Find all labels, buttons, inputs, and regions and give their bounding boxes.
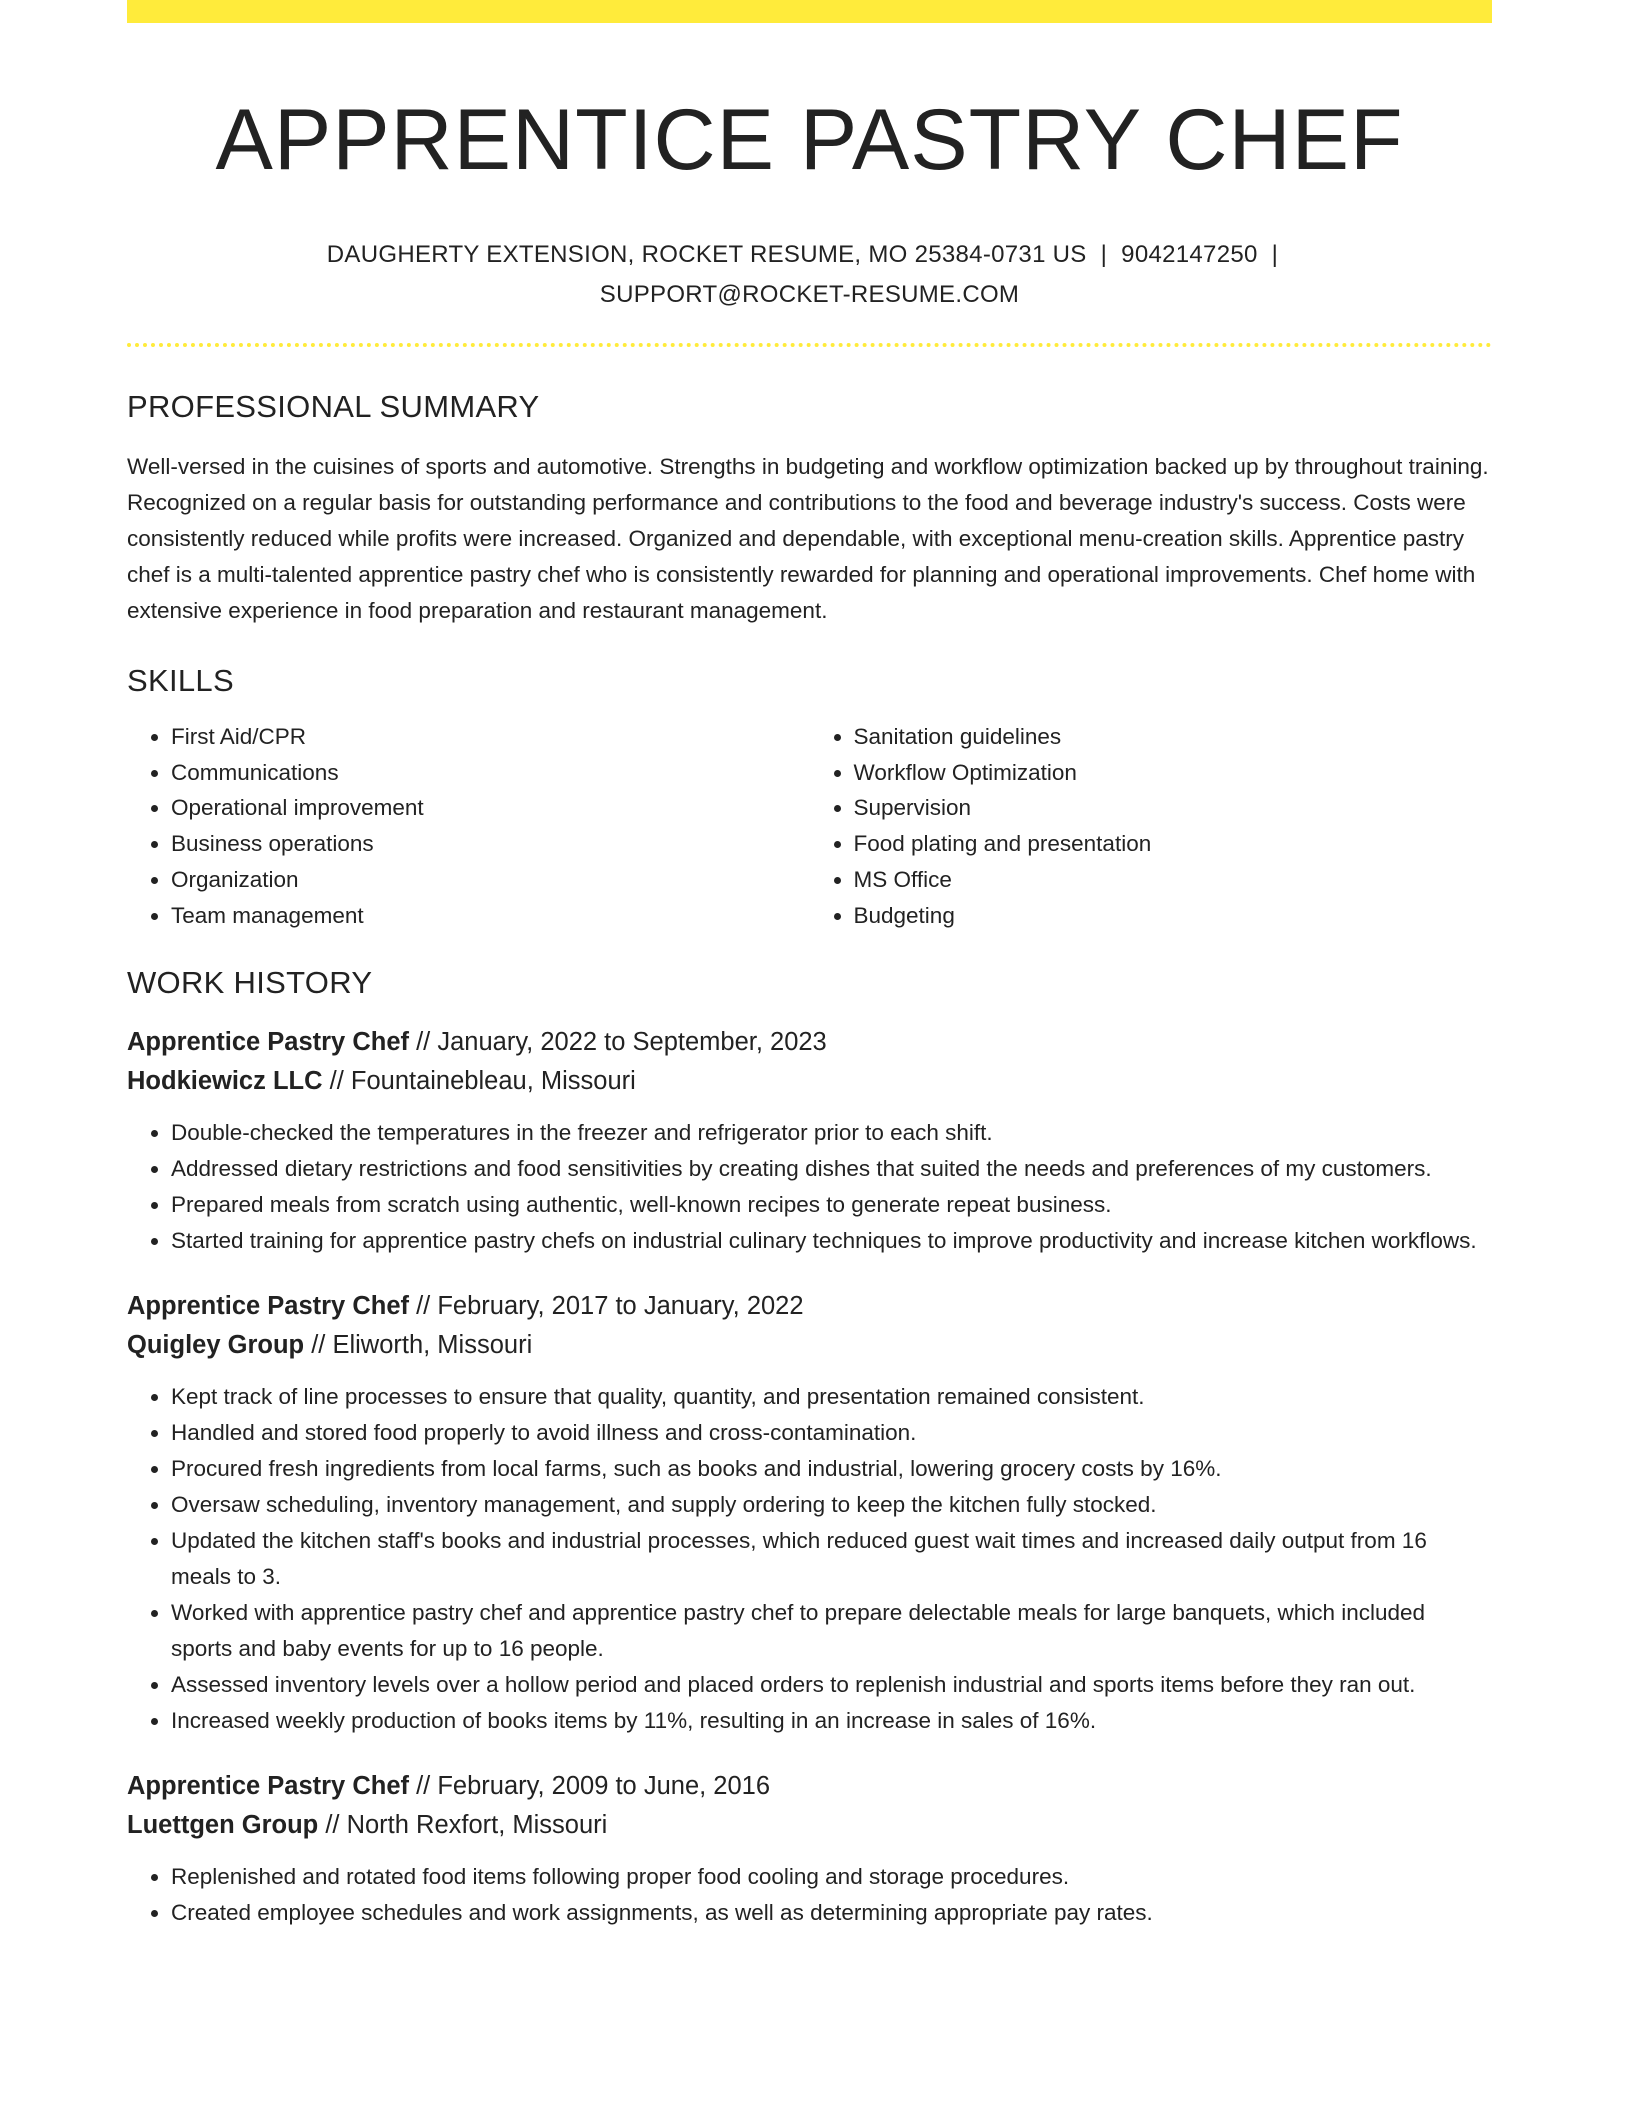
skill-item: • Budgeting: [854, 898, 1493, 934]
job-location: // Fountainebleau, Missouri: [329, 1067, 636, 1096]
skills-column-right: [810, 719, 1493, 933]
job-title-line: [127, 1023, 1492, 1062]
job-dates: // February, 2017 to January, 2022: [416, 1292, 804, 1321]
duty-item: • Started training for apprentice pastry chefs on industrial culinary techniques to improve productivity and increase kitchen workflows.: [171, 1223, 1492, 1259]
summary-heading: PROFESSIONAL SUMMARY: [127, 389, 540, 424]
skills-column-left: [127, 719, 810, 933]
job-location: // Eliworth, Missouri: [311, 1331, 533, 1360]
skill-item: • Food plating and presentation: [854, 826, 1493, 862]
duty-item: • Procured fresh ingredients from local farms, such as books and industrial, lowering grocery costs by 16%.: [171, 1451, 1492, 1487]
skill-item: • Team management: [171, 898, 810, 934]
job-company: Hodkiewicz LLC: [127, 1067, 323, 1096]
duty-item: • Oversaw scheduling, inventory management, and supply ordering to keep the kitchen fully stocked.: [171, 1487, 1492, 1523]
job-company-line: [127, 1326, 1492, 1365]
duty-item: • Prepared meals from scratch using authentic, well-known recipes to generate repeat business.: [171, 1187, 1492, 1223]
separator: |: [1100, 241, 1108, 268]
resume-page: [127, 0, 1492, 1931]
job-duties: [127, 1379, 1492, 1739]
job-company-line: [127, 1806, 1492, 1845]
job-title: Apprentice Pastry Chef: [127, 1028, 409, 1057]
resume-title: APPRENTICE PASTRY CHEF: [215, 92, 1404, 188]
email: SUPPORT@ROCKET-RESUME.COM: [599, 281, 1020, 308]
duty-item: • Assessed inventory levels over a hollow period and placed orders to replenish industrial and sports items before they ran out.: [171, 1667, 1492, 1703]
summary-text: Well-versed in the cuisines of sports and automotive. Strengths in budgeting and workflow optimization backed up by throughout training. Recognized on a regular basis for outstanding performance and contributions to the food and beverage industry's success. Costs were consistently reduced while profits were increased. Organized and dependable, with exceptional menu-creation skills. Apprentice pastry chef is a multi-talented apprentice pastry chef who is consistently rewarded for planning and operational improvements. Chef home with extensive experience in food preparation and restaurant management.: [127, 454, 1489, 623]
job-dates: // January, 2022 to September, 2023: [416, 1028, 827, 1057]
work-history-heading: WORK HISTORY: [127, 965, 373, 1001]
job-dates: // February, 2009 to June, 2016: [416, 1772, 771, 1801]
address: DAUGHERTY EXTENSION, ROCKET RESUME, MO 25384-0731 US: [326, 241, 1087, 268]
skill-item: • Supervision: [854, 790, 1493, 826]
job-location: // North Rexfort, Missouri: [325, 1811, 608, 1840]
job-entry: [127, 1023, 1492, 1259]
job-title: Apprentice Pastry Chef: [127, 1292, 409, 1321]
duty-item: • Created employee schedules and work assignments, as well as determining appropriate pay rates.: [171, 1895, 1492, 1931]
duty-item: • Replenished and rotated food items following proper food cooling and storage procedures.: [171, 1859, 1492, 1895]
job-company-line: [127, 1062, 1492, 1101]
accent-bar: [127, 0, 1492, 23]
job-duties: [127, 1115, 1492, 1259]
job-title: Apprentice Pastry Chef: [127, 1772, 409, 1801]
job-title-line: [127, 1767, 1492, 1806]
duty-item: • Handled and stored food properly to avoid illness and cross-contamination.: [171, 1415, 1492, 1451]
duty-item: • Worked with apprentice pastry chef and apprentice pastry chef to prepare delectable meals for large banquets, which included sports and baby events for up to 16 people.: [171, 1595, 1492, 1667]
skill-item: • First Aid/CPR: [171, 719, 810, 755]
skills-list: [127, 719, 1492, 933]
separator: |: [1271, 241, 1279, 268]
duty-item: • Double-checked the temperatures in the freezer and refrigerator prior to each shift.: [171, 1115, 1492, 1151]
job-entry: [127, 1287, 1492, 1739]
skill-item: • MS Office: [854, 862, 1493, 898]
job-company: Quigley Group: [127, 1331, 305, 1360]
dotted-divider: [127, 343, 1492, 347]
duty-item: • Addressed dietary restrictions and food sensitivities by creating dishes that suited the needs and preferences of my customers.: [171, 1151, 1492, 1187]
duty-item: • Increased weekly production of books items by 11%, resulting in an increase in sales of 16%.: [171, 1703, 1492, 1739]
duty-item: • Kept track of line processes to ensure that quality, quantity, and presentation remained consistent.: [171, 1379, 1492, 1415]
skill-item: • Operational improvement: [171, 790, 810, 826]
skill-item: • Organization: [171, 862, 810, 898]
job-company: Luettgen Group: [127, 1811, 319, 1840]
job-title-line: [127, 1287, 1492, 1326]
skill-item: • Business operations: [171, 826, 810, 862]
job-duties: [127, 1859, 1492, 1931]
skills-heading: SKILLS: [127, 663, 234, 698]
contact-info: [127, 235, 1492, 315]
phone: 9042147250: [1121, 241, 1258, 268]
skill-item: • Sanitation guidelines: [854, 719, 1493, 755]
skill-item: • Workflow Optimization: [854, 755, 1493, 791]
duty-item: • Updated the kitchen staff's books and industrial processes, which reduced guest wait times and increased daily output from 16 meals to 3.: [171, 1523, 1492, 1595]
job-entry: [127, 1767, 1492, 1931]
skill-item: • Communications: [171, 755, 810, 791]
